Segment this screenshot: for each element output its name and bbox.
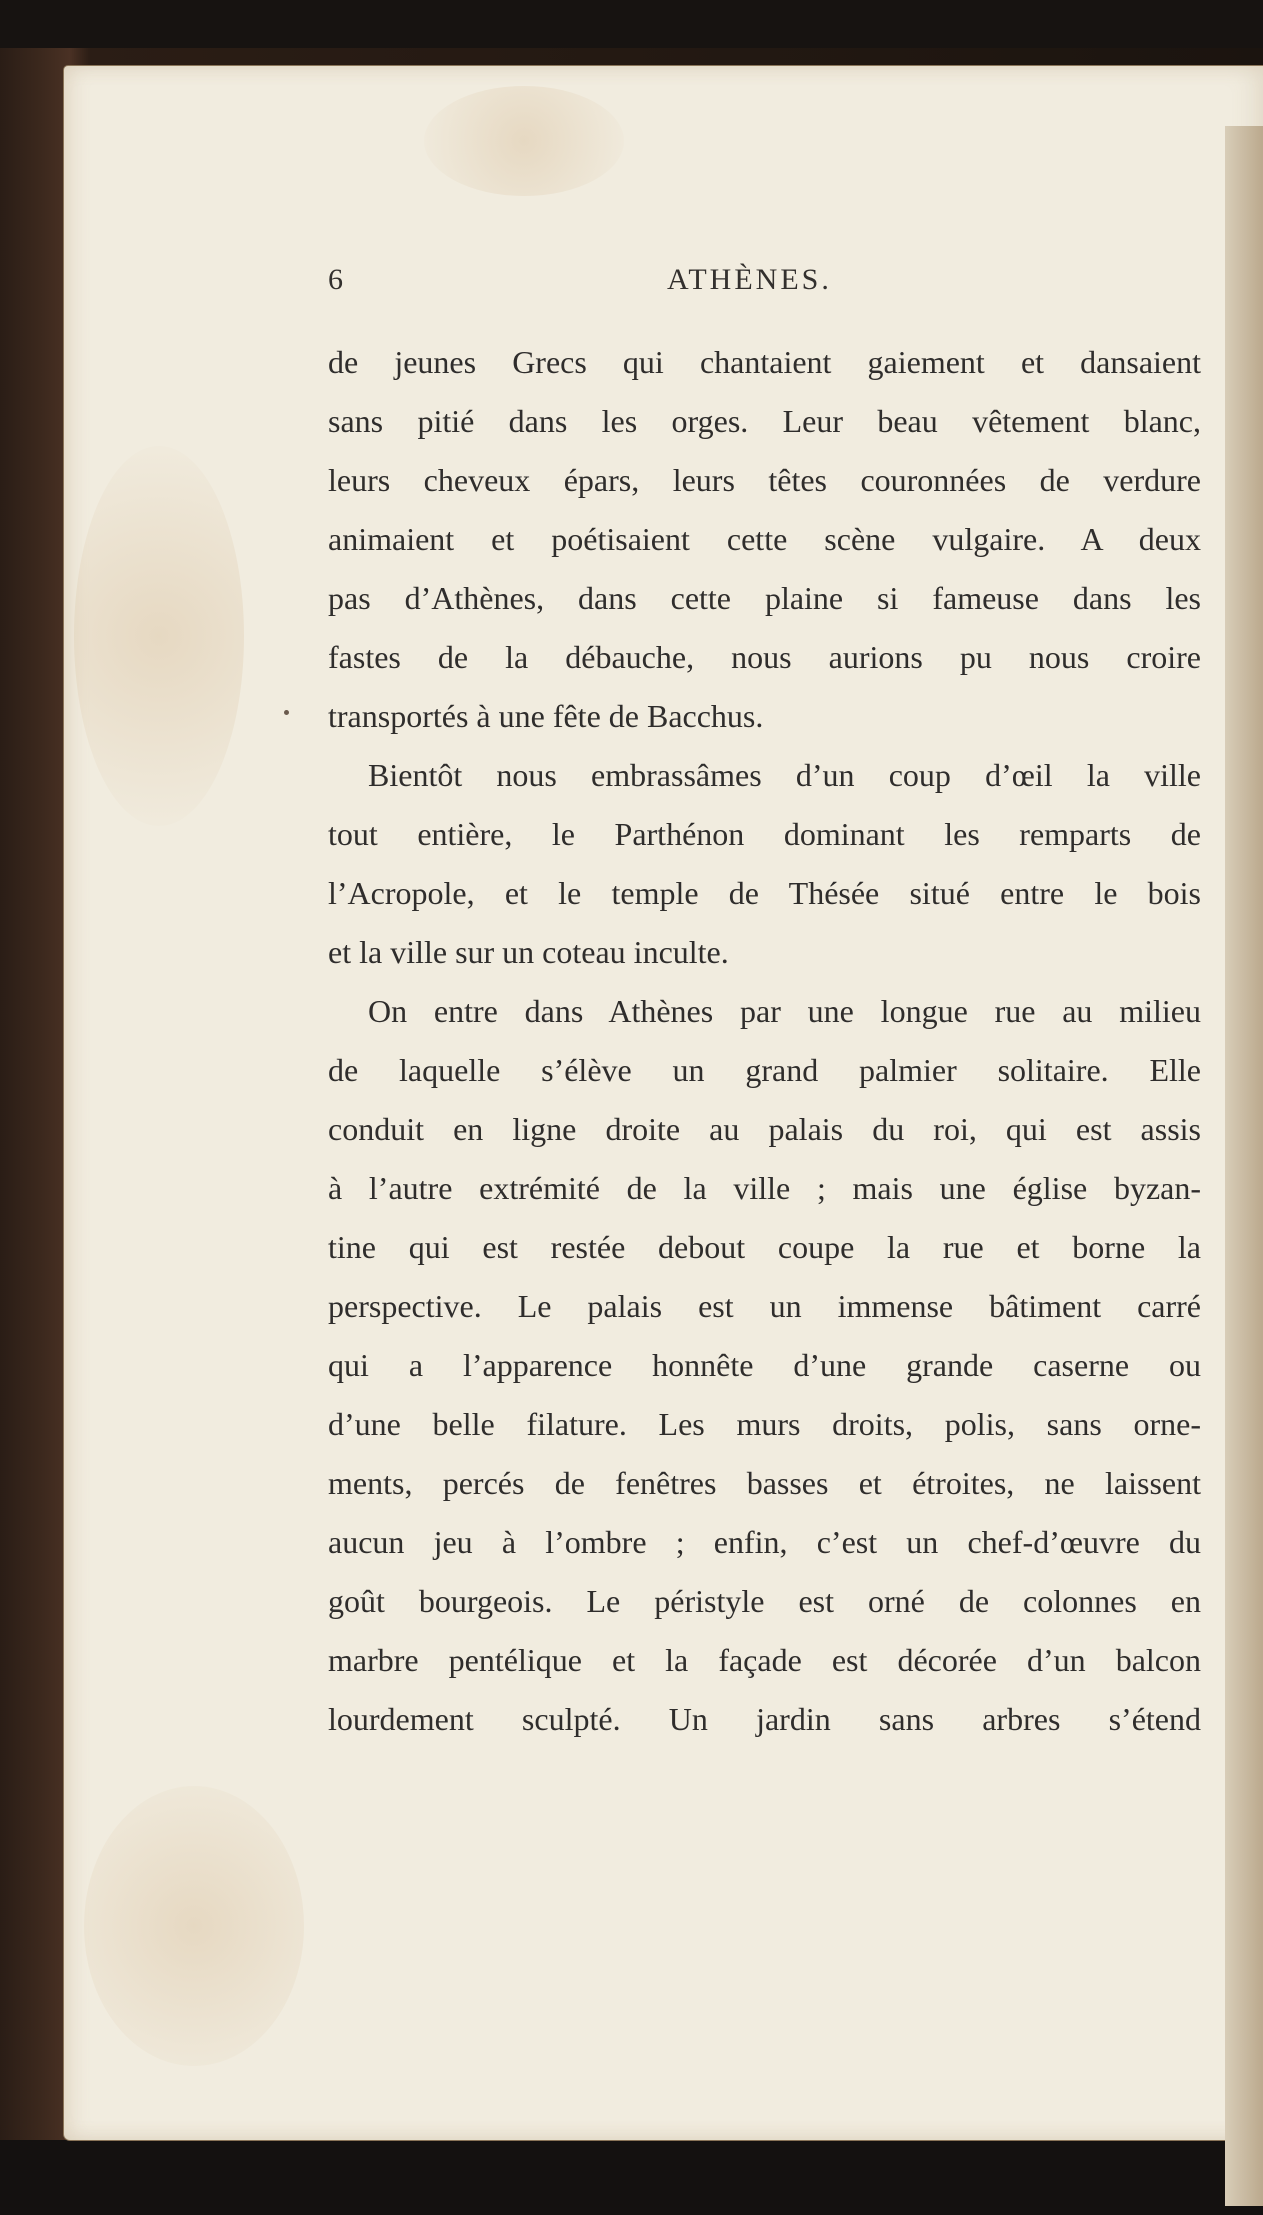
paper-stain bbox=[424, 86, 624, 196]
margin-mark bbox=[284, 710, 289, 715]
body-text bbox=[328, 333, 1201, 1749]
page-right-edge bbox=[1225, 126, 1263, 2206]
text-line: goût bourgeois. Le péristyle est orné de colonnes en bbox=[328, 1583, 1201, 1619]
text-line: sans pitié dans les orges. Leur beau vêtement blanc, bbox=[328, 403, 1201, 439]
running-head bbox=[0, 263, 1263, 303]
text-line: ments, percés de fenêtres basses et étroites, ne laissent bbox=[328, 1465, 1201, 1501]
scan-bottom-border bbox=[0, 2140, 1263, 2215]
paragraph bbox=[328, 982, 1201, 1749]
text-line: qui a l’apparence honnête d’une grande caserne ou bbox=[328, 1347, 1201, 1383]
text-line: transportés à une fête de Bacchus. bbox=[328, 698, 764, 734]
text-line: l’Acropole, et le temple de Thésée situé entre le bois bbox=[328, 875, 1201, 911]
page-number: 6 bbox=[328, 263, 343, 296]
scan-top-border bbox=[0, 0, 1263, 48]
running-head-title: ATHÈNES. bbox=[667, 263, 832, 296]
text-line: leurs cheveux épars, leurs têtes couronnées de verdure bbox=[328, 462, 1201, 498]
paper-stain bbox=[84, 1786, 304, 2066]
text-line: de jeunes Grecs qui chantaient gaiement et dansaient bbox=[328, 344, 1201, 380]
text-line: pas d’Athènes, dans cette plaine si fameuse dans les bbox=[328, 580, 1201, 616]
text-line: lourdement sculpté. Un jardin sans arbres s’étend bbox=[328, 1701, 1201, 1737]
text-line: aucun jeu à l’ombre ; enfin, c’est un chef-d’œuvre du bbox=[328, 1524, 1201, 1560]
text-line: animaient et poétisaient cette scène vulgaire. A deux bbox=[328, 521, 1201, 557]
text-line: marbre pentélique et la façade est décorée d’un balcon bbox=[328, 1642, 1201, 1678]
paragraph bbox=[328, 746, 1201, 982]
text-line: à l’autre extrémité de la ville ; mais une église byzan- bbox=[328, 1170, 1201, 1206]
text-line: Bientôt nous embrassâmes d’un coup d’œil la ville bbox=[368, 757, 1201, 793]
paragraph bbox=[328, 333, 1201, 746]
text-line: perspective. Le palais est un immense bâtiment carré bbox=[328, 1288, 1201, 1324]
text-line: tine qui est restée debout coupe la rue et borne la bbox=[328, 1229, 1201, 1265]
text-line: d’une belle filature. Les murs droits, polis, sans orne- bbox=[328, 1406, 1201, 1442]
text-line: On entre dans Athènes par une longue rue au milieu bbox=[368, 993, 1201, 1029]
text-line: de laquelle s’élève un grand palmier solitaire. Elle bbox=[328, 1052, 1201, 1088]
text-line: et la ville sur un coteau inculte. bbox=[328, 934, 729, 970]
text-line: fastes de la débauche, nous aurions pu nous croire bbox=[328, 639, 1201, 675]
text-line: tout entière, le Parthénon dominant les remparts de bbox=[328, 816, 1201, 852]
paper-stain bbox=[74, 446, 244, 826]
text-line: conduit en ligne droite au palais du roi, qui est assis bbox=[328, 1111, 1201, 1147]
